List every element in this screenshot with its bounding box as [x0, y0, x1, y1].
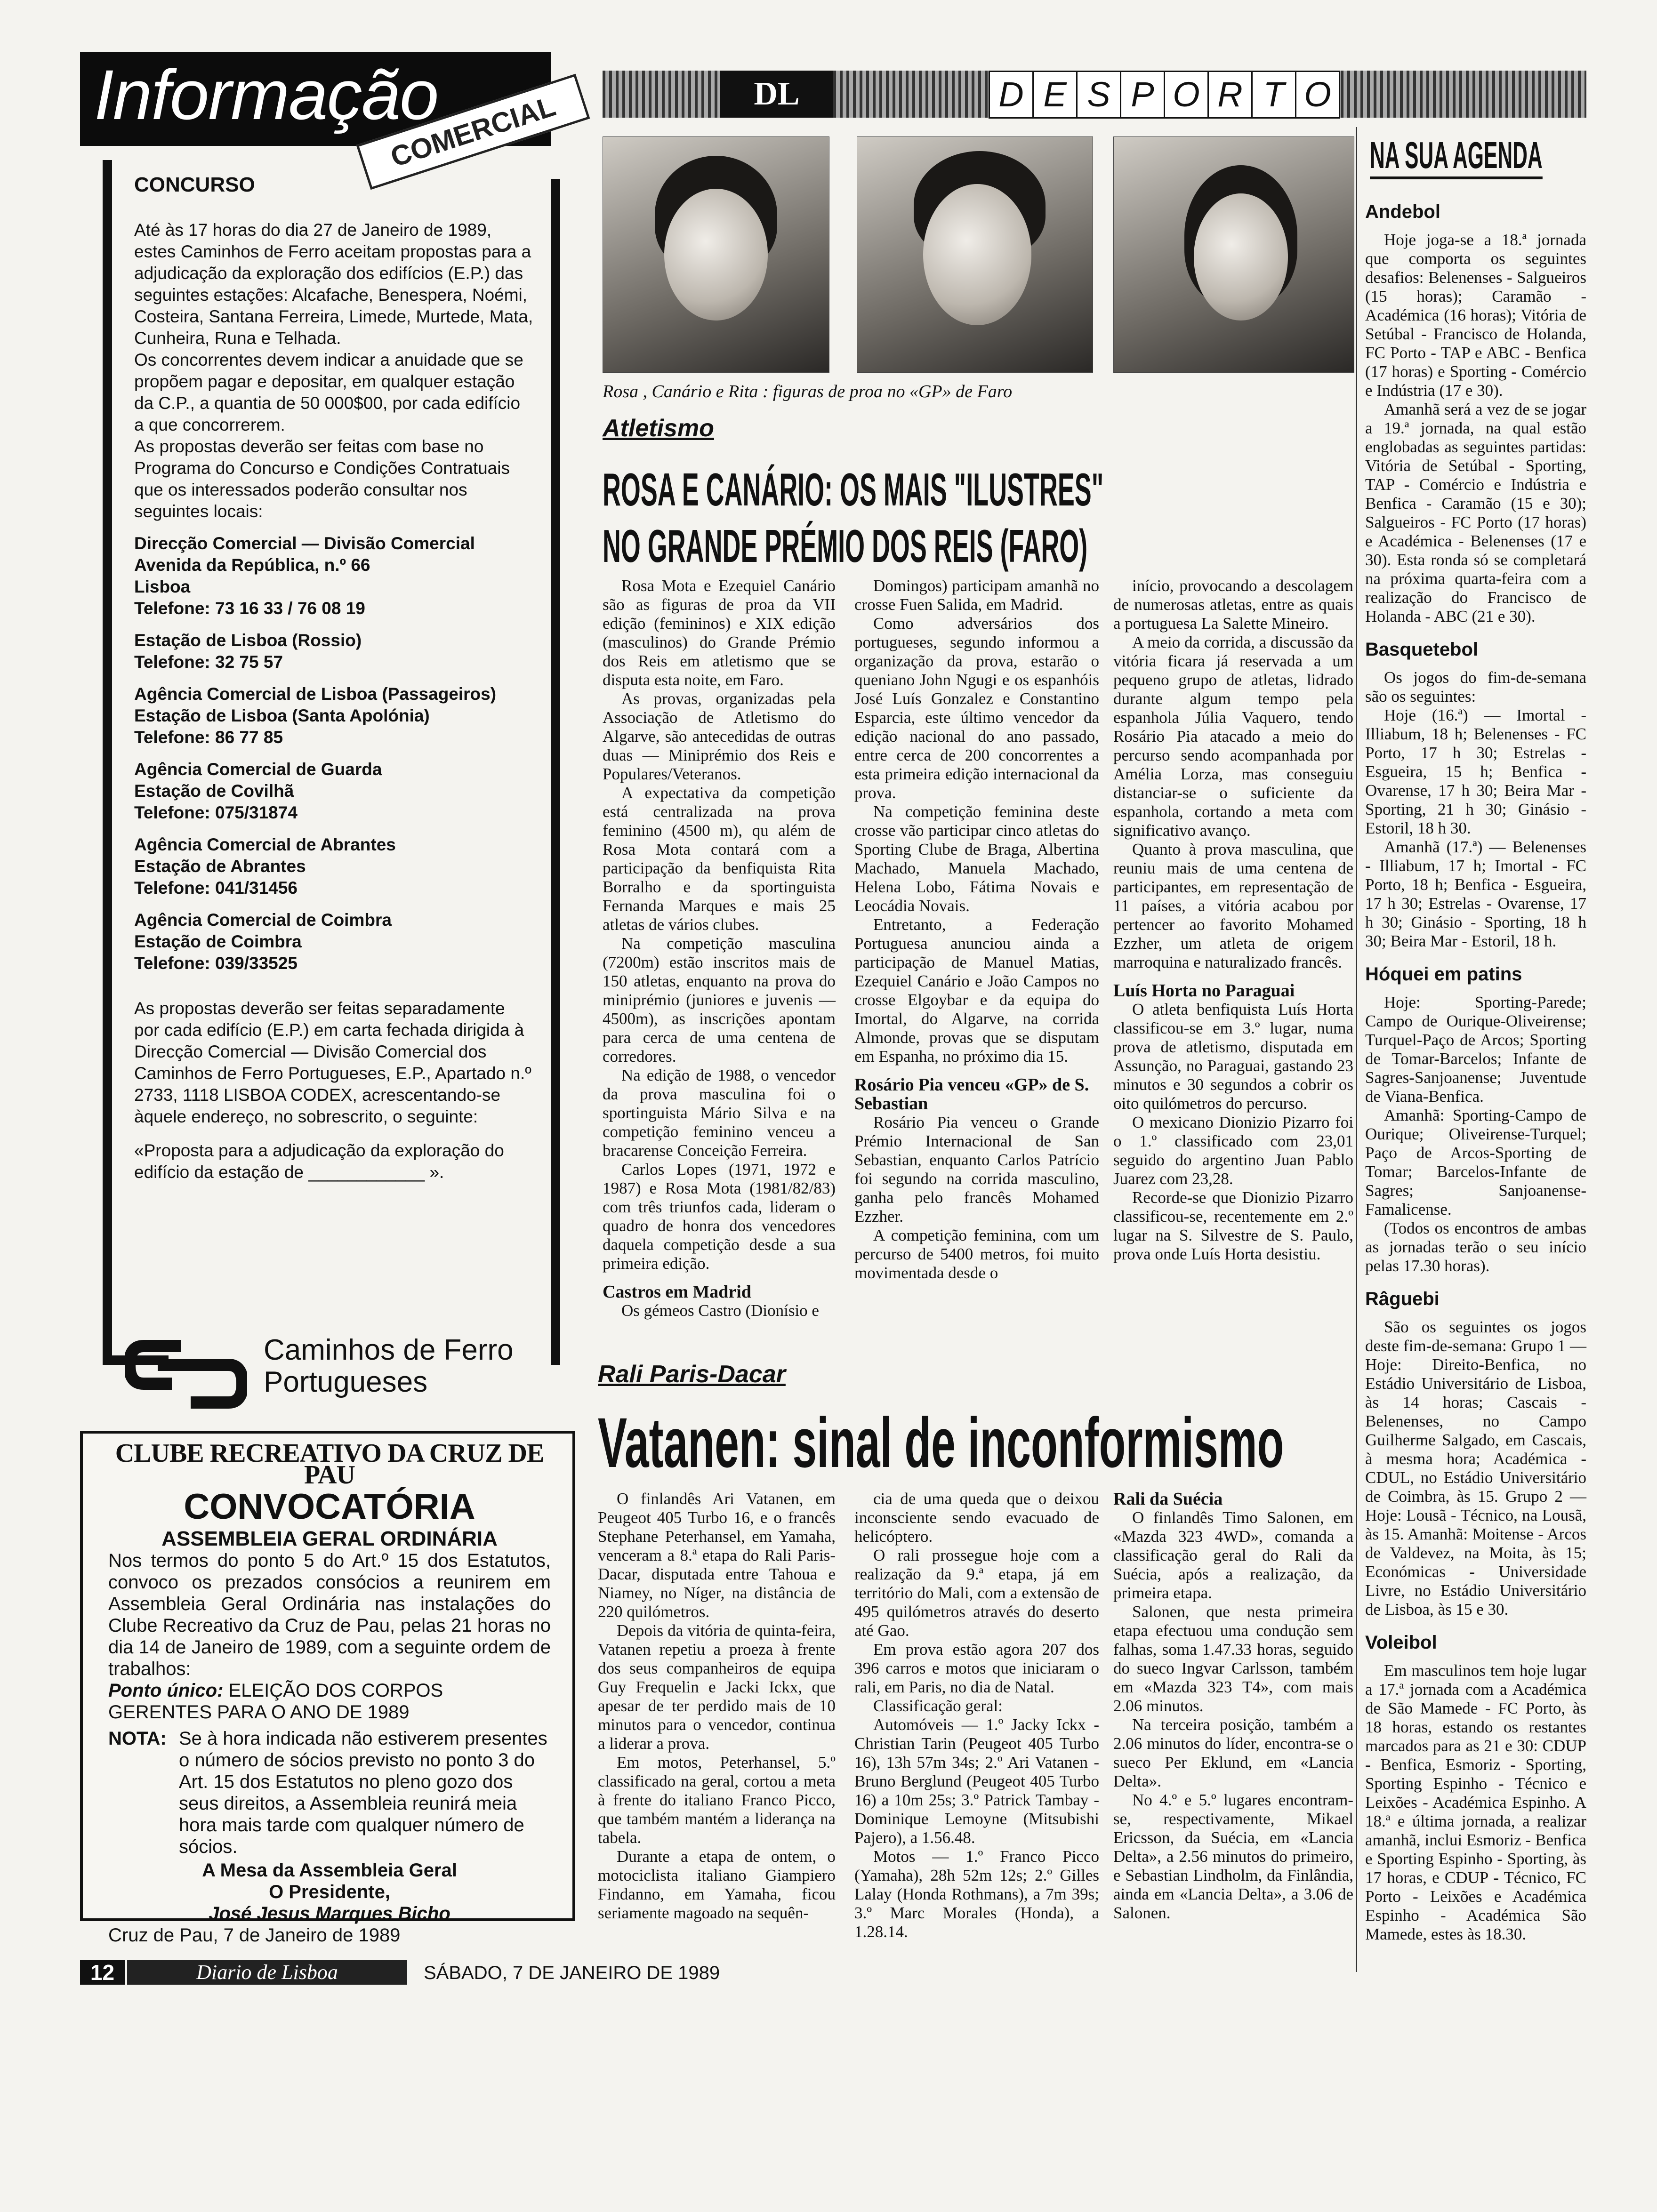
desporto-title — [989, 71, 1339, 118]
column-paragraphs — [854, 577, 1099, 1066]
page-number: 12 — [80, 1960, 125, 1985]
article-paragraph: No 4.º e 5.º lugares encontram-se, respectivamente, Mikael Ericsson, da Suécia, em «Lancia Delta», a 2.56 minutos do primeiro, e Sebastian Lindholm, da Finlândia, ainda em «Lancia Delta», a 3.06 de Salonen. — [1113, 1791, 1353, 1922]
rali-headline: Vatanen: sinal de inconformismo — [598, 1403, 1284, 1482]
signature-line1: A Mesa da Assembleia Geral — [202, 1860, 457, 1881]
location-line: Agência Comercial de Abrantes — [134, 835, 396, 854]
photo-rosa — [603, 136, 829, 373]
article-paragraph: Domingos) participam amanhã no crosse Fuen Salida, em Madrid. — [854, 577, 1099, 614]
column-paragraphs — [854, 1490, 1099, 1941]
article-paragraph: A meio da corrida, a discussão da vitória ficara já reservada a um pequeno grupo de atletas, lidrado durante algum tempo pela espanhola Júlia Vaquero, tendo Rosário Pia atacado a meio do percurso sendo acompanhada por Amélia Lorza, mas conseguiu distanciar-se o suficiente da espanhola, cortando a meta com significativo avanço. — [1113, 633, 1353, 840]
location-line: Agência Comercial de Lisboa (Passageiros) — [134, 684, 497, 704]
ponto-text: ELEIÇÃO DOS CORPOS GERENTES PARA O ANO DE 1989 — [108, 1680, 443, 1723]
article-paragraph: O rali prossegue hoje com a realização da 9.ª etapa, já em território do Mali, com a extensão de 495 quilómetros através do deserto até Gao. — [854, 1546, 1099, 1640]
agenda-paragraph: Amanhã (17.ª) — Belenenses - Illiabum, 17 h; Imortal - FC Porto, 18 h; Benfica - Esgueira, 17 h 30; Estrelas - Ovarense, 17 h 30; Ginásio - Sporting, 18 h 30; Beira Mar - Estoril, 18 h. — [1365, 838, 1586, 950]
column-end: Os gémeos Castro (Dionísio e — [621, 1301, 819, 1320]
agenda-sport-heading: Andebol — [1365, 201, 1440, 222]
agenda-paragraph: Os jogos do fim-de-semana são os seguintes: — [1365, 668, 1586, 705]
agenda-paragraph: Amanhã será a vez de se jogar a 19.ª jornada, na qual estão englobadas as seguintes partidas: Vitória de Setúbal - Sporting, TAP - Comércio e Indústria e Benfica - Caramão (15 e 30); Salgueiros - FC Porto (17 horas) e Académica - Belenenses (17 e 30). Esta ronda só se completará na próxima quarta-feira com a realização do Francisco de Holanda - ABC (21 e 30). — [1365, 400, 1586, 625]
desporto-letter: D — [989, 71, 1034, 119]
atletismo-column-1 — [603, 577, 836, 1320]
info-border-right — [551, 179, 560, 1365]
column-paragraphs — [1113, 577, 1353, 972]
location-entry — [134, 834, 534, 899]
section-tag-rali: Rali Paris-Dacar — [598, 1361, 786, 1388]
agenda-paragraph: Em masculinos tem hoje lugar a 17.ª jornada com a Académica de São Mamede - FC Porto, às 18 horas, estando os restantes marcados para as 21 e 30: CDUP - Benfica, Esmoriz - Sporting, Sporting Espinho - Técnico e Leixões - Académica Espinho. A 18.ª e última jornada, a realizar amanhã, inclui Esmoriz - Benfica e Sporting Espinho - Sporting, às 17 horas, e CDUP - Técnico, FC Porto - Leixões e Académica Espinho - Académica São Mamede, estes às 18.30. — [1365, 1661, 1586, 1943]
article-paragraph: Na terceira posição, também a 2.06 minutos do líder, encontra-se o sueco Per Eklund, em «Lancia Delta». — [1113, 1715, 1353, 1790]
nota-label: NOTA: — [108, 1728, 167, 1749]
column-paragraphs — [854, 1113, 1099, 1282]
article-paragraph: Na edição de 1988, o vencedor da prova masculina foi o sportinguista Mário Silva e na competição feminino venceu a bracarense Conceição Ferreira. — [603, 1066, 836, 1160]
article-paragraph: Rosa Mota e Ezequiel Canário são as figuras de proa da VII edição (femininos) e XIX edição (masculinos) do Grande Prémio dos Reis em atletismo que se disputa esta noite, em Faro. — [603, 577, 836, 689]
concurso-p4: As propostas deverão ser feitas separadamente por cada edifício (E.P.) em carta fechada dirigida à Direcção Comercial — Divisão Comercial dos Caminhos de Ferro Portugueses, E.P., Apartado n.º 2733, 1118 LISBOA CODEX, acrescentando-se àquele endereço, no sobrescrito, o seguinte: — [134, 999, 531, 1126]
agenda-paragraph: Amanhã: Sporting-Campo de Ourique; Oliveirense-Turquel; Paço de Arcos-Sporting de Tomar; Barcelos-Infante de Sagres; Sanjoanense-Famalicense. — [1365, 1106, 1586, 1218]
info-title: Informação — [94, 55, 438, 134]
location-line: Lisboa — [134, 577, 191, 596]
article-paragraph: O atleta benfiquista Luís Horta classificou-se em 3.º lugar, numa prova de atletismo, disputada em Assunção, no Paraguai, gastando 23 minutos e 30 segundos a cobrir os oito quilómetros do percurso. — [1113, 1000, 1353, 1113]
concurso-notice — [134, 174, 534, 1183]
concurso-p3: As propostas deverão ser feitas com base no Programa do Concurso e Condições Contratuais que os interessados poderão consultar nos seguintes locais: — [134, 437, 510, 521]
agenda-divider — [1356, 127, 1357, 1972]
clube-body: Nos termos do ponto 5 do Art.º 15 dos Estatutos, convoco os prezados consócios a reunirem em Assembleia Geral Ordinária nas instalações do Clube Recreativo da Cruz de Pau, pelas 21 horas no dia 14 de Janeiro de 1989, com a seguinte ordem de trabalhos: — [108, 1550, 551, 1679]
agenda-paragraph: Hoje joga-se a 18.ª jornada que comporta os seguintes desafios: Belenenses - Salgueiros (15 horas); Caramão - Académica (16 horas); Vitória de Setúbal - Francisco de Holanda, FC Porto - TAP e ABC - Benfica (17 horas) e Sporting - Comércio e Indústria (17 e 30). — [1365, 231, 1586, 400]
location-list — [134, 533, 534, 974]
concurso-intro: Até às 17 horas do dia 27 de Janeiro de 1989, estes Caminhos de Ferro aceitam propostas para a adjudicação da exploração dos edifícios (E.P.) das seguintes estações: Alcafache, Benespera, Noémi, Costeira, Santana Ferreira, Limede, Murtede, Mata, Cunheira, Runa e Telhada. — [134, 220, 533, 348]
location-line: Telefone: 075/31874 — [134, 803, 298, 822]
location-line: Estação de Covilhã — [134, 781, 294, 801]
location-entry — [134, 630, 534, 673]
article-paragraph: Durante a etapa de ontem, o motociclista italiano Giampiero Findanno, em Yamaha, ficou seriamente magoado na sequên- — [598, 1847, 836, 1922]
column-paragraphs — [603, 577, 836, 1273]
subhead-luis-horta: Luís Horta no Paraguai — [1113, 981, 1295, 1001]
subhead-rali-suecia: Rali da Suécia — [1113, 1489, 1223, 1509]
agenda-title: NA SUA AGENDA — [1370, 134, 1543, 179]
photo-rita — [1113, 136, 1354, 373]
info-border-left — [103, 160, 112, 1365]
cp-logo-icon — [125, 1337, 247, 1412]
article-paragraph: O finlandês Timo Salonen, em «Mazda 323 4WD», comanda a classificação geral do Rali da Suécia, após a realização, da primeira etapa. — [1113, 1508, 1353, 1602]
concurso-p2: Os concorrentes devem indicar a anuidade que se propõem pagar e depositar, em qualquer estação da C.P., a quantia de 50 000$00, por cada edifício a que concorrerem. — [134, 350, 523, 434]
rali-column-1 — [598, 1490, 836, 1923]
article-paragraph: Entretanto, a Federação Portuguesa anunciou ainda a participação de Manuel Matias, Ezequiel Canário e João Campos no crosse Elgoybar e da equipa do Imortal, do Algarve, na corrida Almonde, provas que se disputam em Espanha, no próximo dia 15. — [854, 915, 1099, 1066]
clube-place-date: Cruz de Pau, 7 de Janeiro de 1989 — [108, 1925, 401, 1946]
agenda-paragraph: Hoje: Sporting-Parede; Campo de Ourique-Oliveirense; Turquel-Paço de Arcos; Sporting de Tomar-Barcelos; Infante de Sagres-Sanjoanense; Juventude de Viana-Benfica. — [1365, 993, 1586, 1106]
article-paragraph: A competição feminina, com um percurso de 5400 metros, foi muito movimentada desde o — [854, 1226, 1099, 1282]
location-line: Direcção Comercial — Divisão Comercial — [134, 534, 475, 553]
concurso-heading: CONCURSO — [134, 173, 255, 196]
article-paragraph: As provas, organizadas pela Associação de Atletismo do Algarve, são antecedidas de outras duas — Miniprémio dos Reis e Populares/Veteranos. — [603, 689, 836, 783]
desporto-letter: S — [1076, 71, 1121, 119]
agenda-paragraph: São os seguintes os jogos deste fim-de-semana: Grupo 1 — Hoje: Direito-Benfica, no Estádio Universitário de Lisboa, às 14 horas; Cascais - Belenenses, no Campo Guilherme Salgado, em Cascais, à mesma hora; Académica - CDUL, no Estádio Universitário de Coimbra, às 15. Grupo 2 — Hoje: Lousã - Técnico, na Lousã, às 15. Amanhã: Moitense - Arcos de Valdevez, na Moita, às 15; Económicas - Universidade Livre, no Estádio Universitário de Lisboa, às 15 e 30. — [1365, 1318, 1586, 1619]
article-paragraph: O finlandês Ari Vatanen, em Peugeot 405 Turbo 16, e o francês Stephane Peterhansel, em Yamaha, venceram a 8.ª etapa do Rali Paris-Dacar, disputada entre Tahoua e Niamey, no Níger, na distância de 220 quilómetros. — [598, 1490, 836, 1621]
column-paragraphs — [1113, 1000, 1353, 1264]
ponto-label: Ponto único: — [108, 1680, 224, 1701]
location-entry — [134, 683, 534, 748]
dl-logo: DL — [720, 71, 833, 118]
article-paragraph: Em motos, Peterhansel, 5.º classificado na geral, cortou a meta à frente do italiano Franco Picco, que também mantém a liderança na tabela. — [598, 1753, 836, 1847]
atletismo-column-2 — [854, 577, 1099, 1282]
article-paragraph: Automóveis — 1.º Jacky Ickx - Christian Tarin (Peugeot 405 Turbo 16), 13h 57m 34s; 2.º Ari Vatanen - Bruno Berglund (Peugeot 405 Turbo 16) a 10m 25s; 3.º Patrick Tambay - Dominique Lemoyne (Mitsubishi Pajero), a 1.56.48. — [854, 1715, 1099, 1847]
agenda-column — [1365, 188, 1586, 1944]
article-paragraph: cia de uma queda que o deixou inconsciente sendo evacuado de helicóptero. — [854, 1490, 1099, 1546]
article-paragraph: O mexicano Dionizio Pizarro foi o 1.º classificado com 23,01 seguido do argentino Juan Pablo Juarez com 23,28. — [1113, 1113, 1353, 1188]
article-paragraph: Em prova estão agora 207 dos 396 carros e motos que iniciaram o rali, em Paris, no dia de Natal. — [854, 1640, 1099, 1696]
headline-line1: ROSA E CANÁRIO: OS MAIS "ILUSTRES" — [603, 464, 1104, 515]
clube-convocatoria: CONVOCATÓRIA — [184, 1487, 475, 1527]
newspaper-name: Diario de Lisboa — [127, 1960, 407, 1985]
agenda-sport-heading: Râguebi — [1365, 1289, 1440, 1309]
article-paragraph: Como adversários dos portugueses, segundo informou a organização da prova, estarão o queniano John Ngugi e os espanhóis José Luís Gonzalez e Constantino Esparcia, este último vencedor da edição nacional do ano passado, entre cerca de 200 concorrentes a esta primeira edição internacional da prova. — [854, 614, 1099, 802]
location-line: Estação de Abrantes — [134, 857, 306, 876]
desporto-letter: E — [1032, 71, 1078, 119]
agenda-sport-heading: Voleibol — [1365, 1632, 1437, 1653]
article-paragraph: Na competição masculina (7200m) estão inscritos mais de 150 atletas, enquanto na prova do miniprémio (juniores e juvenis — 4500m), as inscrições apontam para cerca de uma centena de corredores. — [603, 934, 836, 1066]
article-paragraph: Motos — 1.º Franco Picco (Yamaha), 28h 52m 12s; 2.º Gilles Lalay (Honda Rothmans), a 7m 39s; 3.º Marc Morales (Honda), a 1.28.14. — [854, 1847, 1099, 1941]
location-line: Telefone: 039/33525 — [134, 954, 298, 973]
issue-date: SÁBADO, 7 DE JANEIRO DE 1989 — [424, 1963, 720, 1983]
photo-caption: Rosa , Canário e Rita : figuras de proa no «GP» de Faro — [603, 382, 1013, 401]
desporto-letter: R — [1207, 71, 1253, 119]
article-paragraph: Quanto à prova masculina, que reuniu mais de uma centena de participantes, em representação de 11 países, a vitória acabou por pertencer ao favorito Mohamed Ezzher, um atleta de origem marroquina e naturalizado francês. — [1113, 840, 1353, 971]
article-paragraph: Salonen, que nesta primeira etapa efectuou uma condução sem falhas, soma 1.47.33 horas, seguido do sueco Ingvar Carlsson, também em «Mazda 323 T4», com mais 2.06 minutos. — [1113, 1603, 1353, 1715]
photo-canario — [857, 136, 1093, 373]
cp-name-line1: Caminhos de Ferro — [264, 1334, 514, 1366]
subhead-rosario: Rosário Pia venceu «GP» de S. Sebastian — [854, 1075, 1089, 1114]
location-entry — [134, 759, 534, 824]
article-paragraph: Na competição feminina deste crosse vão participar cinco atletas do Sporting Clube de Braga, Albertina Machado, Manuela Machado, Helena Lobo, Fátima Novais e Leocádia Novais. — [854, 802, 1099, 915]
concurso-p5: «Proposta para a adjudicação da exploração do edifício da estação de ____________ ». — [134, 1141, 504, 1182]
location-entry — [134, 909, 534, 974]
article-paragraph: Classificação geral: — [873, 1697, 1003, 1715]
location-line: Avenida da República, n.º 66 — [134, 555, 370, 575]
cp-name-line2: Portugueses — [264, 1366, 428, 1398]
location-line: Estação de Lisboa (Rossio) — [134, 631, 362, 650]
agenda-paragraph: (Todos os encontros de ambas as jornadas terão o seu início pelas 17.30 horas). — [1365, 1219, 1586, 1275]
location-line: Telefone: 86 77 85 — [134, 728, 283, 747]
article-paragraph: A expectativa da competição está centralizada na prova feminino (4500 m), qu além de Rosa Mota contará com a participação da benfiquista Rita Borralho e da sportinguista Fernanda Marques e mais 25 atletas de vários clubes. — [603, 784, 836, 934]
headline-line2: NO GRANDE PRÉMIO DOS REIS (FARO) — [603, 520, 1088, 572]
column-paragraphs — [598, 1490, 836, 1923]
rali-column-2 — [854, 1490, 1099, 1941]
location-line: Telefone: 041/31456 — [134, 878, 298, 898]
desporto-letter: P — [1120, 71, 1165, 119]
signature-line2: O Presidente, — [269, 1882, 390, 1902]
atletismo-column-3 — [1113, 577, 1353, 1264]
signature-name: José Jesus Marques Bicho — [209, 1903, 450, 1924]
nota-text: Se à hora indicada não estiverem presentes o número de sócios previsto no ponto 3 do Art. 15 dos Estatutos no pleno gozo dos seus direitos, a Assembleia reunirá meia hora mais tarde com qualquer número de sócios. — [179, 1728, 547, 1857]
article-paragraph: Recorde-se que Dionizio Pizarro classificou-se, recentemente em 2.º lugar na S. Silvestre de S. Paulo, prova onde Luís Horta desistiu. — [1113, 1188, 1353, 1263]
cp-name — [264, 1334, 514, 1398]
location-line: Telefone: 32 75 57 — [134, 652, 283, 672]
location-line: Estação de Lisboa (Santa Apolónia) — [134, 706, 430, 725]
agenda-paragraph: Hoje (16.ª) — Imortal - Illiabum, 18 h; Belenenses - FC Porto, 17 h 30; Estrelas - Esgueira, 15 h; Benfica - Ovarense, 17 h 30; Beira Mar - Sporting, 21 h 30; Ginásio - Estoril, 18 h 30. — [1365, 706, 1586, 837]
location-line: Agência Comercial de Coimbra — [134, 910, 392, 930]
column-paragraphs — [1113, 1508, 1353, 1923]
section-tag-atletismo: Atletismo — [603, 415, 714, 442]
location-line: Estação de Coimbra — [134, 932, 302, 951]
article-paragraph: Carlos Lopes (1971, 1972 e 1987) e Rosa Mota (1981/82/83) com três triunfos cada, lideram o quadro de honra dos vencedores daquela competição desde a sua primeira edição. — [603, 1160, 836, 1273]
article-paragraph: Depois da vitória de quinta-feira, Vatanen repetiu a proeza à frente dos seus companheiros de equipa Guy Frequelin e Jacki Ickx, que apesar de ter perdido mais de 10 minutos para o vencedor, continua a liderar a prova. — [598, 1621, 836, 1753]
clube-notice — [108, 1439, 551, 1946]
desporto-letter: T — [1251, 71, 1296, 119]
rali-column-3 — [1113, 1490, 1353, 1923]
location-line: Telefone: 73 16 33 / 76 08 19 — [134, 599, 365, 618]
subhead-castros: Castros em Madrid — [603, 1282, 751, 1302]
location-entry — [134, 533, 534, 619]
agenda-sport-heading: Hóquei em patins — [1365, 964, 1522, 985]
desporto-letter: O — [1164, 71, 1209, 119]
agenda-sport-heading: Basquetebol — [1365, 639, 1479, 660]
location-line: Agência Comercial de Guarda — [134, 760, 382, 779]
clube-assembleia: ASSEMBLEIA GERAL ORDINÁRIA — [161, 1527, 498, 1550]
comercial-stamp: COMERCIAL — [356, 74, 590, 190]
article-paragraph: Rosário Pia venceu o Grande Prémio Internacional de San Sebastian, enquanto Carlos Patrício foi segundo na corrida masculino, ganha pelo francês Mohamed Ezzher. — [854, 1113, 1099, 1226]
article-paragraph: início, provocando a descolagem de numerosas atletas, entre as quais a portuguesa La Salette Mineiro. — [1113, 577, 1353, 633]
clube-title: CLUBE RECREATIVO DA CRUZ DE PAU — [115, 1439, 544, 1490]
desporto-letter: O — [1295, 71, 1340, 119]
